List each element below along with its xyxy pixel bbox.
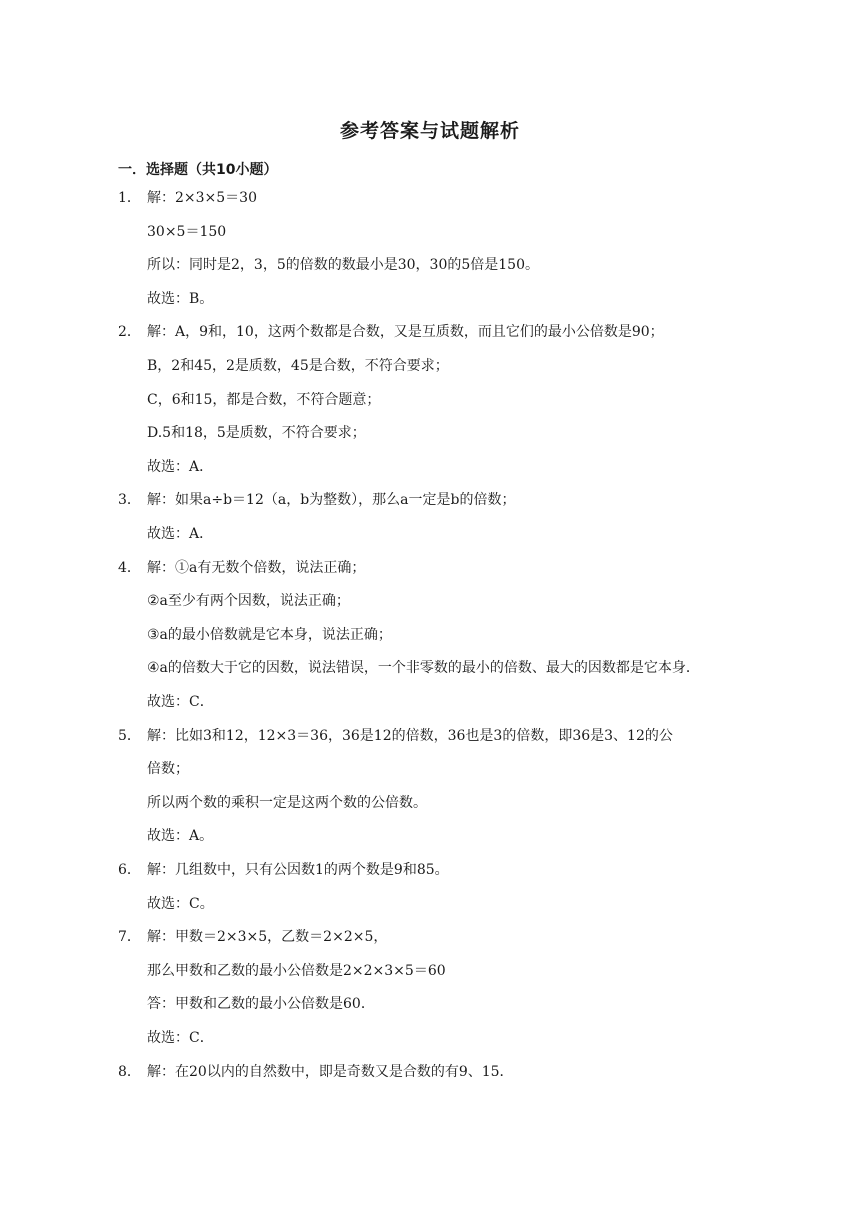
answer-text: ④a的倍数大于它的因数，说法错误，一个非零数的最小的倍数、最大的因数都是它本身． <box>147 660 700 676</box>
page-title: 参考答案与试题解析 <box>339 120 520 142</box>
answer-text: C，6和15，都是合数，不符合题意； <box>147 392 381 408</box>
question-number: 4． <box>118 560 141 576</box>
answer-text: 所以两个数的乘积一定是这两个数的公倍数。 <box>147 795 427 811</box>
answer-text: 倍数； <box>147 761 189 777</box>
question-number: 8． <box>118 1064 141 1080</box>
answer-text: 故选：C。 <box>147 896 214 912</box>
answer-text: 解：①a有无数个倍数，说法正确； <box>147 560 366 576</box>
answer-text: 故选：A． <box>147 459 214 475</box>
answer-text: 解：2×3×5＝30 <box>147 190 257 206</box>
question-number: 7． <box>118 929 141 945</box>
answer-text: ③a的最小倍数就是它本身，说法正确； <box>147 627 392 643</box>
answer-text: 故选：A． <box>147 526 214 542</box>
answer-text: D.5和18，5是质数，不符合要求； <box>147 425 366 441</box>
question-number: 3． <box>118 492 141 508</box>
answer-text: 解：比如3和12，12×3＝36，36是12的倍数，36也是3的倍数，即36是3、12的公 <box>147 728 673 744</box>
answer-text: B，2和45，2是质数，45是合数，不符合要求； <box>147 358 449 374</box>
question-number: 5． <box>118 728 141 744</box>
answer-text: 解：几组数中，只有公因数1的两个数是9和85。 <box>147 862 449 878</box>
answer-text: 答：甲数和乙数的最小公倍数是60． <box>147 996 375 1012</box>
answer-text: 那么甲数和乙数的最小公倍数是2×2×3×5＝60 <box>147 963 446 979</box>
section-heading: 一．选择题（共10小题） <box>118 162 278 178</box>
answer-text: 解：在20以内的自然数中，即是奇数又是合数的有9、15． <box>147 1064 514 1080</box>
answer-text: 解：甲数＝2×3×5，乙数＝2×2×5， <box>147 929 388 945</box>
answer-text: 解：A，9和，10，这两个数都是合数，又是互质数，而且它们的最小公倍数是90； <box>147 324 664 340</box>
question-number: 2． <box>118 324 141 340</box>
question-number: 1． <box>118 190 141 206</box>
answer-text: 30×5＝150 <box>147 224 227 240</box>
answer-text: ②a至少有两个因数，说法正确； <box>147 593 350 609</box>
answer-text: 故选：B。 <box>147 291 214 307</box>
answer-text: 故选：C． <box>147 1030 214 1046</box>
answer-text: 解：如果a÷b＝12（a，b为整数），那么a一定是b的倍数； <box>147 492 516 508</box>
answer-text: 故选：A。 <box>147 828 214 844</box>
answer-text: 所以：同时是2，3，5的倍数的数最小是30，30的5倍是150。 <box>147 257 539 273</box>
answer-text: 故选：C． <box>147 694 214 710</box>
question-number: 6． <box>118 862 141 878</box>
